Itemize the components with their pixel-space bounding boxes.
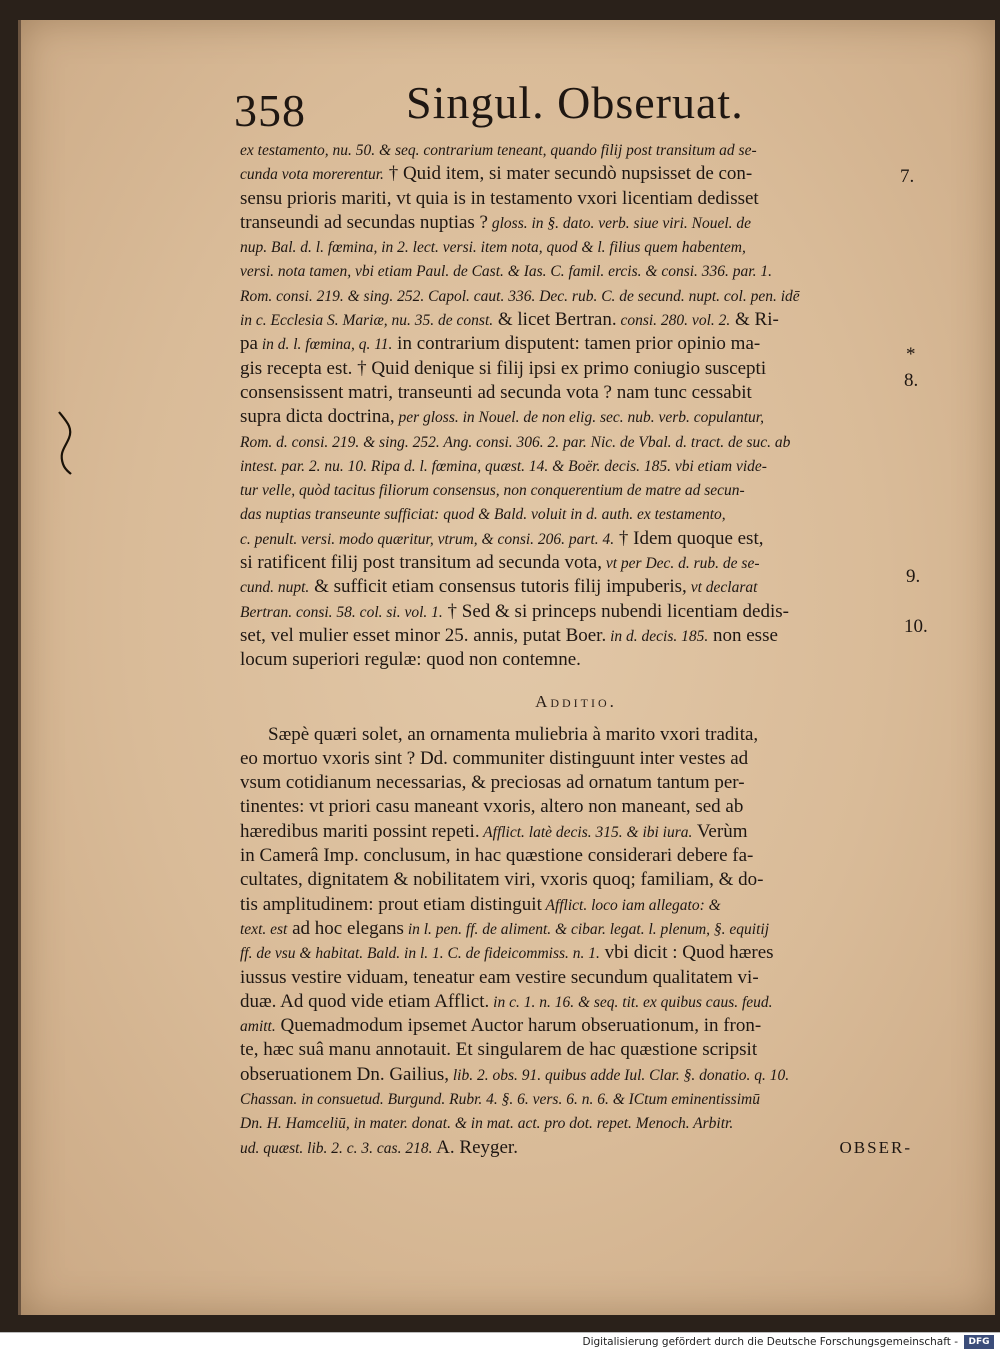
body-text: set, vel mulier esset minor 25. annis, putat Boer. bbox=[240, 624, 607, 646]
body-text: si ratificent filij post transitum ad secunda vota, bbox=[240, 552, 602, 574]
text-line bbox=[240, 893, 912, 917]
body-text: iussus vestire viduam, teneatur eam vestire secundum qualitatem vi- bbox=[240, 966, 759, 988]
footer-bar bbox=[0, 1332, 1000, 1352]
body-text: Verùm bbox=[692, 820, 748, 842]
citation-text: Bertran. consi. 58. col. si. vol. 1. bbox=[240, 603, 443, 621]
body-text: † Quid item, si mater secundò nupsisset de con- bbox=[383, 163, 753, 185]
citation-text: Afflict. loco iam allegato: & bbox=[541, 896, 721, 914]
body-text: in Camerâ Imp. conclusum, in hac quæstione considerari debere fa- bbox=[240, 845, 754, 867]
text-line bbox=[240, 1136, 912, 1160]
citation-text: Chassan. in consuetud. Burgund. Rubr. 4. §. 6. vers. 6. n. 6. & ICtum eminentissimū bbox=[240, 1090, 760, 1108]
citation-text: in l. pen. ff. de aliment. & cibar. legat. l. plenum, §. equitij bbox=[403, 920, 770, 938]
text-line bbox=[240, 1063, 912, 1087]
text-line bbox=[240, 795, 912, 819]
text-line bbox=[240, 138, 912, 162]
citation-text: lib. 2. obs. 91. quibus adde Iul. Clar. §. donatio. q. 10. bbox=[448, 1066, 790, 1084]
text-line bbox=[240, 162, 915, 187]
text-line bbox=[240, 723, 912, 747]
body-text: Quemadmodum ipsemet Auctor harum obseruationum, in fron- bbox=[275, 1015, 762, 1037]
citation-text: Dn. H. Hamceliū, in mater. donat. & in mat. act. pro dot. repet. Menoch. Arbitr. bbox=[240, 1115, 734, 1133]
body-text: † Sed & si princeps nubendi licentiam dedis- bbox=[442, 600, 789, 622]
body-text: gis recepta est. † Quid denique si filij ipsi ex primo coniugio suscepti bbox=[240, 357, 767, 379]
citation-text: amitt. bbox=[240, 1018, 276, 1036]
text-line bbox=[240, 1087, 912, 1111]
text-line bbox=[240, 868, 912, 892]
citation-text: ff. de vsu & habitat. Bald. in l. 1. C. de fideicommiss. n. 1. bbox=[240, 945, 600, 963]
citation-text: vt declarat bbox=[686, 579, 758, 597]
citation-text: cunda vota morerentur. bbox=[240, 166, 384, 184]
text-line bbox=[240, 235, 912, 259]
body-text: tinentes: vt priori casu maneant vxoris, altero non maneant, sed ab bbox=[240, 796, 744, 818]
dfg-logo-icon: DFG bbox=[964, 1335, 994, 1349]
margin-number-10: 10. bbox=[904, 616, 928, 637]
text-line bbox=[240, 211, 912, 235]
margin-number-9: 9. bbox=[906, 566, 921, 587]
body-text: transeundi ad secundas nuptias ? bbox=[240, 211, 488, 233]
margin-number-8: 8. bbox=[904, 370, 919, 391]
citation-text: nup. Bal. d. l. fœmina, in 2. lect. versi. item nota, quod & l. filius quem habentem, bbox=[240, 239, 746, 257]
text-line bbox=[240, 454, 912, 478]
addition-lines bbox=[240, 723, 912, 1160]
citation-text: in d. l. fœmina, q. 11. bbox=[257, 336, 393, 354]
citation-text: text. est bbox=[240, 920, 288, 938]
body-text: eo mortuo vxoris sint ? Dd. communiter distinguunt inter vestes ad bbox=[240, 747, 749, 769]
citation-text: vt per Dec. d. rub. de se- bbox=[601, 555, 760, 573]
margin-asterisk: * bbox=[906, 344, 916, 365]
margin-number-7: 7. bbox=[900, 166, 915, 187]
running-head: Singul. Obseruat. bbox=[406, 77, 744, 128]
text-line bbox=[240, 478, 912, 502]
citation-text: gloss. in §. dato. verb. siue viri. Nouel. de bbox=[487, 214, 752, 232]
text-line bbox=[240, 575, 912, 599]
citation-text: in c. Ecclesia S. Mariæ, nu. 35. de const. bbox=[240, 312, 494, 330]
catchword: OBSER- bbox=[839, 1137, 912, 1157]
page-number: 358 bbox=[234, 85, 306, 136]
body-text: hæredibus mariti possint repeti. bbox=[240, 820, 480, 842]
body-text: obseruationem Dn. Gailius, bbox=[240, 1063, 449, 1085]
text-line bbox=[240, 405, 912, 429]
text-line bbox=[240, 600, 912, 624]
body-text: te, hæc suâ manu annotauit. Et singularem de hac quæstione scripsit bbox=[240, 1039, 758, 1061]
body-text: sensu prioris mariti, vt quia is in testamento vxori licentiam dedisset bbox=[240, 187, 759, 209]
citation-text: tur velle, quòd tacitus filiorum consensus, non conquerentium de matre ad secun- bbox=[240, 482, 745, 500]
text-line bbox=[240, 551, 912, 575]
body-text: locum superiori regulæ: quod non contemne. bbox=[240, 649, 581, 671]
citation-text: per gloss. in Nouel. de non elig. sec. nub. verb. copulantur, bbox=[394, 409, 764, 427]
body-text: & sufficit etiam consensus tutoris filij impuberis, bbox=[309, 576, 687, 598]
citation-text: cund. nupt. bbox=[240, 579, 310, 597]
citation-text: ex testamento, nu. 50. & seq. contrarium teneant, quando filij post transitum ad se- bbox=[240, 142, 757, 159]
text-line bbox=[240, 187, 912, 211]
body-text: duæ. Ad quod vide etiam Afflict. bbox=[240, 990, 490, 1012]
footer-credit: Digitalisierung gefördert durch die Deutsche Forschungsgemeinschaft - bbox=[582, 1336, 958, 1348]
text-line bbox=[240, 284, 912, 308]
body-text: A. Reyger. bbox=[432, 1136, 518, 1158]
body-text: vbi dicit : Quod hæres bbox=[599, 942, 774, 964]
body-text: tis amplitudinem: prout etiam distinguit bbox=[240, 893, 542, 915]
text-line bbox=[240, 1111, 912, 1135]
body-text: † Idem quoque est, bbox=[614, 527, 764, 549]
ink-mark bbox=[51, 408, 81, 478]
body-text: & licet Bertran. bbox=[493, 309, 617, 331]
main-text bbox=[240, 138, 915, 1160]
text-line bbox=[240, 430, 912, 454]
body-text: ad hoc elegans bbox=[287, 917, 404, 939]
citation-text: in c. 1. n. 16. & seq. tit. ex quibus caus. feud. bbox=[489, 993, 773, 1011]
body-text: & Ri- bbox=[730, 309, 779, 331]
text-line bbox=[240, 332, 912, 356]
body-text: in contrarium disputent: tamen prior opinio ma- bbox=[392, 333, 761, 355]
body-lines bbox=[240, 138, 915, 673]
text-line bbox=[240, 941, 912, 965]
citation-text: versi. nota tamen, vbi etiam Paul. de Cast. & Ias. C. famil. ercis. & consi. 336. par. 1. bbox=[240, 263, 772, 281]
text-line bbox=[240, 624, 912, 648]
text-line bbox=[240, 527, 912, 551]
text-line bbox=[240, 966, 912, 990]
text-line bbox=[240, 1038, 912, 1062]
body-text: pa bbox=[240, 333, 258, 355]
text-line bbox=[240, 502, 912, 526]
body-text: vsum cotidianum necessarias, & preciosas ad ornatum tantum per- bbox=[240, 772, 745, 794]
text-line bbox=[240, 1014, 912, 1038]
citation-text: das nuptias transeunte sufficiat: quod & Bald. voluit in d. auth. ex testamento, bbox=[240, 506, 726, 524]
citation-text: Afflict. latè decis. 315. & ibi iura. bbox=[479, 823, 693, 841]
addition-heading: Additio. bbox=[535, 691, 617, 711]
text-line bbox=[240, 747, 912, 771]
citation-text: intest. par. 2. nu. 10. Ripa d. l. fœmina, quæst. 14. & Boër. decis. 185. vbi etiam vide- bbox=[240, 457, 767, 475]
text-line bbox=[240, 844, 912, 868]
citation-text: Rom. d. consi. 219. & sing. 252. Ang. consi. 306. 2. par. Nic. de Vbal. d. tract. de suc. ab bbox=[240, 433, 791, 451]
citation-text: c. penult. versi. modo quæritur, vtrum, & consi. 206. part. 4. bbox=[240, 530, 615, 548]
text-line bbox=[240, 917, 912, 941]
text-line bbox=[240, 308, 912, 332]
text-line bbox=[240, 820, 912, 844]
citation-text: ud. quæst. lib. 2. c. 3. cas. 218. bbox=[240, 1139, 433, 1157]
text-line bbox=[240, 259, 912, 283]
body-text: Sæpè quæri solet, an ornamenta muliebria à marito vxori tradita, bbox=[268, 723, 759, 745]
citation-text: in d. decis. 185. bbox=[606, 627, 709, 645]
text-line bbox=[240, 381, 912, 405]
body-text: supra dicta doctrina, bbox=[240, 406, 395, 428]
body-text: non esse bbox=[708, 624, 778, 646]
text-line bbox=[240, 357, 912, 381]
citation-text: Rom. consi. 219. & sing. 252. Capol. caut. 336. Dec. rub. C. de secund. nupt. col. pen. idē bbox=[240, 287, 800, 305]
text-line bbox=[240, 771, 912, 795]
body-text: cultates, dignitatem & nobilitatem viri, vxoris quoq; familiam, & do- bbox=[240, 869, 764, 891]
text-line bbox=[240, 990, 912, 1014]
body-text: consensissent matri, transeunti ad secunda vota ? nam tunc cessabit bbox=[240, 381, 752, 403]
text-line bbox=[240, 648, 912, 672]
citation-text: consi. 280. vol. 2. bbox=[616, 312, 731, 330]
